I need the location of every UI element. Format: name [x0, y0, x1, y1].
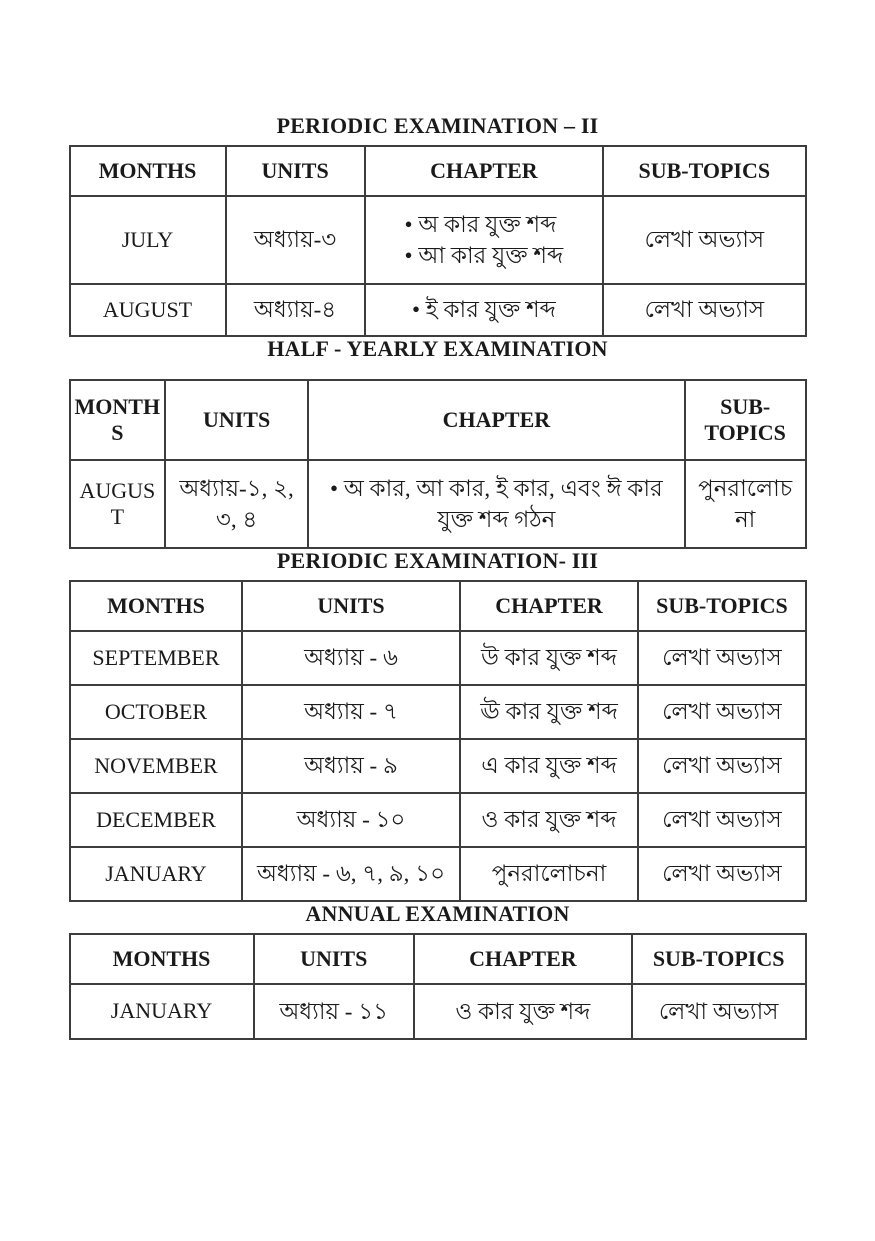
- col-header-subtopics: SUB-TOPICS: [685, 380, 806, 460]
- col-header-units: UNITS: [242, 581, 459, 631]
- section-half-yearly-exam: [69, 337, 807, 549]
- cell-month: SEPTEMBER: [70, 631, 243, 685]
- table-header-row: [70, 581, 806, 631]
- col-header-subtopics: SUB-TOPICS: [638, 581, 805, 631]
- section-title-periodic-3: PERIODIC EXAMINATION- III: [276, 548, 599, 573]
- col-header-units: UNITS: [165, 380, 308, 460]
- chapter-line: • আ কার যুক্ত শব্দ: [404, 243, 564, 268]
- cell-units: অধ্যায় - ৯: [242, 739, 459, 793]
- document-content: [69, 0, 807, 1040]
- section-title-annual: ANNUAL EXAMINATION: [305, 901, 570, 926]
- table-header-row: [70, 380, 806, 460]
- table-row: [70, 685, 806, 739]
- col-header-chapter: CHAPTER: [460, 581, 639, 631]
- chapter-line: • অ কার যুক্ত শব্দ: [404, 211, 557, 237]
- exam-table-periodic-2: [69, 145, 807, 337]
- cell-chapter: ও কার যুক্ত শব্দ: [460, 793, 639, 847]
- section-annual-exam: [69, 902, 807, 1040]
- col-header-chapter: CHAPTER: [414, 934, 632, 984]
- col-header-units: UNITS: [254, 934, 414, 984]
- table-row: [70, 284, 806, 336]
- table-row: [70, 984, 806, 1039]
- cell-month: AUGUST: [70, 284, 226, 336]
- cell-chapter: [365, 196, 603, 284]
- cell-subtopics: পুনরালোচনা: [685, 460, 806, 548]
- cell-units: অধ্যায়-৪: [226, 284, 365, 336]
- cell-units: অধ্যায় - ৬: [242, 631, 459, 685]
- cell-month: JANUARY: [70, 984, 254, 1039]
- section-title-half-yearly: HALF - YEARLY EXAMINATION: [267, 336, 608, 361]
- col-header-subtopics: SUB-TOPICS: [603, 146, 805, 196]
- exam-table-annual: [69, 933, 807, 1040]
- cell-month: OCTOBER: [70, 685, 243, 739]
- cell-chapter: পুনরালোচনা: [460, 847, 639, 901]
- cell-subtopics: লেখা অভ্যাস: [638, 847, 805, 901]
- cell-units: অধ্যায়-৩: [226, 196, 365, 284]
- cell-units: অধ্যায়-১, ২, ৩, ৪: [165, 460, 308, 548]
- col-header-chapter: CHAPTER: [365, 146, 603, 196]
- cell-chapter: • ই কার যুক্ত শব্দ: [365, 284, 603, 336]
- table-row: [70, 460, 806, 548]
- table-row: [70, 847, 806, 901]
- col-header-months: MONTHS: [70, 146, 226, 196]
- cell-subtopics: লেখা অভ্যাস: [603, 284, 805, 336]
- cell-subtopics: লেখা অভ্যাস: [638, 685, 805, 739]
- cell-subtopics: লেখা অভ্যাস: [638, 631, 805, 685]
- col-header-months: MONTHS: [70, 380, 166, 460]
- cell-month: AUGUST: [70, 460, 166, 548]
- chapter-bullet-list: [405, 209, 564, 271]
- section-periodic-exam-3: [69, 549, 807, 902]
- table-header-row: [70, 146, 806, 196]
- table-row: [70, 793, 806, 847]
- cell-subtopics: লেখা অভ্যাস: [632, 984, 806, 1039]
- table-header-row: [70, 934, 806, 984]
- cell-month: JULY: [70, 196, 226, 284]
- cell-month: NOVEMBER: [70, 739, 243, 793]
- cell-subtopics: লেখা অভ্যাস: [638, 793, 805, 847]
- exam-table-half-yearly: [69, 379, 807, 549]
- cell-units: অধ্যায় - ১০: [242, 793, 459, 847]
- cell-chapter: ও কার যুক্ত শব্দ: [414, 984, 632, 1039]
- col-header-subtopics: SUB-TOPICS: [632, 934, 806, 984]
- table-row: [70, 739, 806, 793]
- col-header-units: UNITS: [226, 146, 365, 196]
- exam-table-periodic-3: [69, 580, 807, 902]
- section-periodic-exam-2: [69, 114, 807, 337]
- cell-chapter: • অ কার, আ কার, ই কার, এবং ঈ কার যুক্ত শব্দ গঠন: [308, 460, 685, 548]
- cell-units: অধ্যায় - ১১: [254, 984, 414, 1039]
- cell-units: অধ্যায় - ৬, ৭, ৯, ১০: [242, 847, 459, 901]
- col-header-chapter: CHAPTER: [308, 380, 685, 460]
- cell-month: DECEMBER: [70, 793, 243, 847]
- table-row: [70, 631, 806, 685]
- cell-month: JANUARY: [70, 847, 243, 901]
- cell-chapter: উ কার যুক্ত শব্দ: [460, 631, 639, 685]
- section-title-periodic-2: PERIODIC EXAMINATION – II: [276, 113, 599, 138]
- col-header-months: MONTHS: [70, 581, 243, 631]
- cell-chapter: এ কার যুক্ত শব্দ: [460, 739, 639, 793]
- cell-chapter: ঊ কার যুক্ত শব্দ: [460, 685, 639, 739]
- cell-subtopics: লেখা অভ্যাস: [603, 196, 805, 284]
- cell-subtopics: লেখা অভ্যাস: [638, 739, 805, 793]
- table-row: [70, 196, 806, 284]
- col-header-months: MONTHS: [70, 934, 254, 984]
- cell-units: অধ্যায় - ৭: [242, 685, 459, 739]
